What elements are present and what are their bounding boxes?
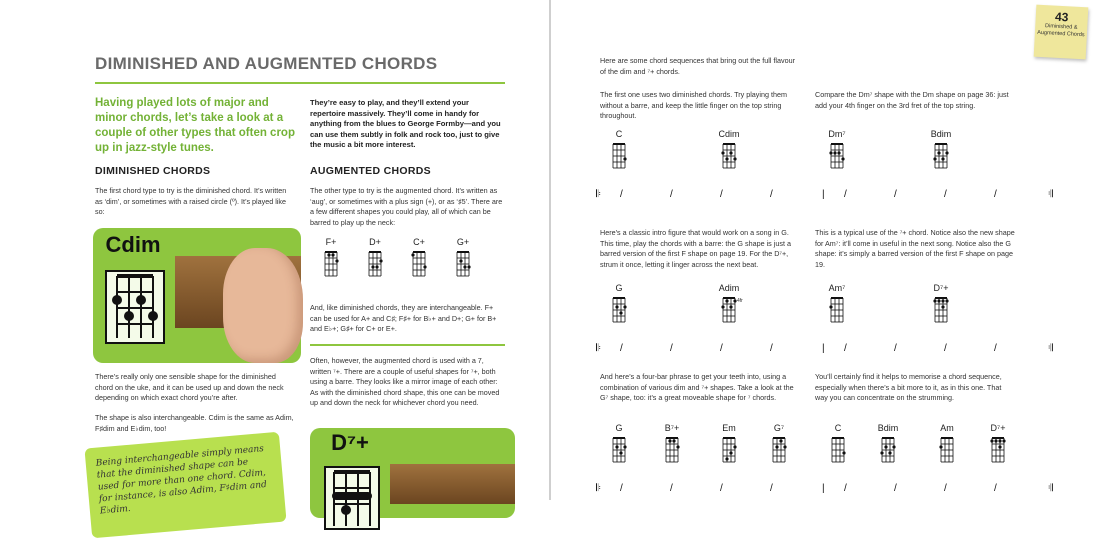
chord-name: D⁷+ [933, 283, 949, 293]
chord-diagram [611, 436, 627, 464]
chord-name: Bdim [930, 129, 952, 139]
seq3-text-b: You’ll certainly find it helps to memorise a chord sequence, especially when there’s a bit more to it, as in this one. That way you can concentrate on the strumming. [815, 372, 1002, 402]
hand-image [223, 248, 303, 363]
chord-name: Am [940, 423, 954, 433]
book-spine [549, 0, 551, 500]
chord-B⁷+ [652, 422, 692, 464]
rhythm-line [596, 483, 1056, 495]
sequence-intro: Here are some chord sequences that bring out the full flavour of the dim and ⁷+ chords. [600, 56, 795, 76]
chord-diagram [829, 296, 845, 324]
strum-slash: / [720, 483, 723, 494]
repeat-end: 𝄇 [1048, 189, 1053, 200]
chord-name: G+ [456, 237, 470, 247]
chord-Am⁷ [817, 282, 857, 324]
barline: | [822, 483, 825, 494]
strum-slash: / [720, 189, 723, 200]
chord-name: Adim [718, 283, 740, 293]
chord-C [599, 128, 639, 170]
chord-diagram [367, 250, 383, 278]
chord-diagram [771, 436, 787, 464]
chord-G⁷ [759, 422, 799, 464]
chord-D⁷+ [921, 282, 961, 324]
chord-Bdim [921, 128, 961, 170]
sticky-note: Being interchangeable simply means that the diminished shape can be used for more than one chord. Cdim, for instance, is also Adim, F♯dim and E♭dim. [84, 432, 286, 538]
strum-slash: / [620, 343, 623, 354]
chord-diagram [611, 296, 627, 324]
chord-name: F+ [325, 237, 337, 247]
chord-diagram [933, 296, 949, 324]
tab-caption: Diminished & Augmented Chords [1037, 23, 1085, 38]
chord-diagram [830, 436, 846, 464]
chord-diagram [939, 436, 955, 464]
chord-Bdim [868, 422, 908, 464]
chord-C+ [399, 236, 439, 278]
chord-name: D+ [369, 237, 381, 247]
chord-G+ [443, 236, 483, 278]
chord-diagram [829, 142, 845, 170]
strum-slash: / [620, 483, 623, 494]
chord-Cdim [709, 128, 749, 170]
barline: | [822, 343, 825, 354]
repeat-end: 𝄇 [1048, 343, 1053, 354]
strum-slash: / [844, 189, 847, 200]
repeat-end: 𝄇 [1048, 483, 1053, 494]
strum-slash: / [844, 483, 847, 494]
strum-slash: / [620, 189, 623, 200]
cdim-photo [93, 228, 301, 363]
dim-paragraph-3: The shape is also interchangeable. Cdim is the same as Adim, F♯dim and E♭dim, too! [95, 413, 294, 433]
chord-name: Cdim [718, 129, 740, 139]
repeat-start: 𝄆 [596, 189, 601, 200]
aug-heading: AUGMENTED CHORDS [310, 165, 431, 177]
fret-label: 4fr [737, 298, 743, 304]
strum-slash: / [894, 343, 897, 354]
chord-diagram [933, 142, 949, 170]
chord-G [599, 282, 639, 324]
repeat-start: 𝄆 [596, 483, 601, 494]
seq2-text-b: This is a typical use of the ⁷+ chord. Notice also the new shape for Am⁷: it’ll come in useful in the next song. Notice also the G shape: it’s simply a barred version of the first F shape on page 19. [815, 228, 1015, 269]
chord-diagram [880, 436, 896, 464]
rhythm-line [596, 189, 1056, 201]
aug-paragraph-3: Often, however, the augmented chord is used with a 7, written ⁷+. There are a couple of useful shapes for ⁷+, both using a barre. They looks like a mirror image of each other: As with the diminished chord shape, this one can be moved up and down the neck for whichever chord you need. [310, 356, 500, 407]
chord-name: G [615, 283, 623, 293]
strum-slash: / [994, 483, 997, 494]
strum-slash: / [770, 343, 773, 354]
chord-diagram [721, 436, 737, 464]
divider [310, 344, 505, 346]
d7aug-photo-label: D⁷+ [331, 430, 369, 455]
seq2-text-a: Here’s a classic intro figure that would work on a song in G. This time, play the chords with a barre: the G shape is just a barred version of the first F shape on page 19. For the D⁷+, strum it once, letting it linger across the next beat. [600, 228, 791, 269]
seq3-text-a: And here’s a four-bar phrase to get your teeth into, using a combination of various dim and ⁷+ shapes. Take a look at the G⁷ shape, too: it’s a great moveable shape for ⁷ chords. [600, 372, 794, 402]
strum-slash: / [994, 343, 997, 354]
strum-slash: / [994, 189, 997, 200]
chord-name: Em [722, 423, 736, 433]
seq1-text-b: Compare the Dm⁷ shape with the Dm shape on page 36: just add your 4th finger on the 3rd fret of the top string. [815, 90, 1009, 110]
chord-name: C [834, 423, 842, 433]
strum-slash: / [894, 483, 897, 494]
d7aug-photo [310, 428, 515, 518]
strum-slash: / [670, 343, 673, 354]
barline: | [822, 189, 825, 200]
cdim-photo-label: Cdim [105, 232, 161, 257]
chord-diagram [721, 142, 737, 170]
chord-diagram [990, 436, 1006, 464]
chord-Adim [709, 282, 749, 324]
chord-diagram [721, 296, 737, 324]
aug-paragraph-2: And, like diminished chords, they are interchangeable. F+ can be used for A+ and C♯; F♯+ for B♭+ and D+; G+ for B+ and E♭+; G♯+ for C+ or E+. [310, 303, 497, 333]
chord-G [599, 422, 639, 464]
chord-name: C+ [413, 237, 425, 247]
strum-slash: / [944, 189, 947, 200]
chord-D⁷+ [978, 422, 1018, 464]
page-tab [1034, 5, 1089, 60]
chord-diagram [323, 250, 339, 278]
strum-slash: / [720, 343, 723, 354]
chord-F+ [311, 236, 351, 278]
chord-name: C [615, 129, 623, 139]
page-number: 43 [1054, 9, 1069, 25]
chord-name: Dm⁷ [828, 129, 846, 139]
chord-name: D⁷+ [990, 423, 1006, 433]
strum-slash: / [770, 189, 773, 200]
dim-paragraph-2: There’s really only one sensible shape for the diminished chord on the uke, and it can be used up and down the neck depending on which exact chord you’re after. [95, 372, 284, 402]
chord-Dm⁷ [817, 128, 857, 170]
page-title: DIMINISHED AND AUGMENTED CHORDS [95, 54, 505, 84]
strum-slash: / [844, 343, 847, 354]
strum-slash: / [944, 343, 947, 354]
chord-diagram [611, 142, 627, 170]
chord-diagram [455, 250, 471, 278]
strum-slash: / [770, 483, 773, 494]
ukulele-neck-2 [390, 464, 515, 504]
chord-name: Am⁷ [828, 283, 846, 293]
strum-slash: / [894, 189, 897, 200]
chord-C [818, 422, 858, 464]
chord-Em [709, 422, 749, 464]
aug-paragraph-1: The other type to try is the augmented chord. It’s written as ‘aug’, or sometimes with a plus sign (+), or as ‘♯5’. There are a few different shapes you could play, all of which can be barred to play up the neck: [310, 186, 503, 227]
rhythm-line [596, 343, 1056, 355]
intro-text: Having played lots of major and minor chords, let’s take a look at a couple of other types that often crop up in jazz-style tunes. [95, 97, 295, 154]
strum-slash: / [944, 483, 947, 494]
cdim-diagram [105, 270, 165, 344]
dim-heading: DIMINISHED CHORDS [95, 165, 211, 177]
chord-name: Bdim [877, 423, 899, 433]
repeat-start: 𝄆 [596, 343, 601, 354]
chord-name: G⁷ [773, 423, 785, 433]
chord-D+ [355, 236, 395, 278]
left-page [0, 0, 549, 517]
strum-slash: / [670, 189, 673, 200]
chord-name: G [615, 423, 623, 433]
dim-paragraph-1: The first chord type to try is the diminished chord. It’s written as ‘dim’, or sometimes with a raised circle (º). It’s played like so: [95, 186, 287, 216]
chord-name: B⁷+ [664, 423, 680, 433]
chord-diagram [411, 250, 427, 278]
d7aug-diagram [324, 466, 380, 530]
chord-Am [927, 422, 967, 464]
col2-intro: They’re easy to play, and they’ll extend your repertoire massively. They’ll come in handy for anything from the blues to George Formby—and you can use them subtly in folk and rock too, just to give the music a bit more interest. [310, 98, 501, 149]
chord-diagram [664, 436, 680, 464]
seq1-text-a: The first one uses two diminished chords. Try playing them without a barre, and keep the little finger on the top string throughout. [600, 90, 787, 120]
strum-slash: / [670, 483, 673, 494]
